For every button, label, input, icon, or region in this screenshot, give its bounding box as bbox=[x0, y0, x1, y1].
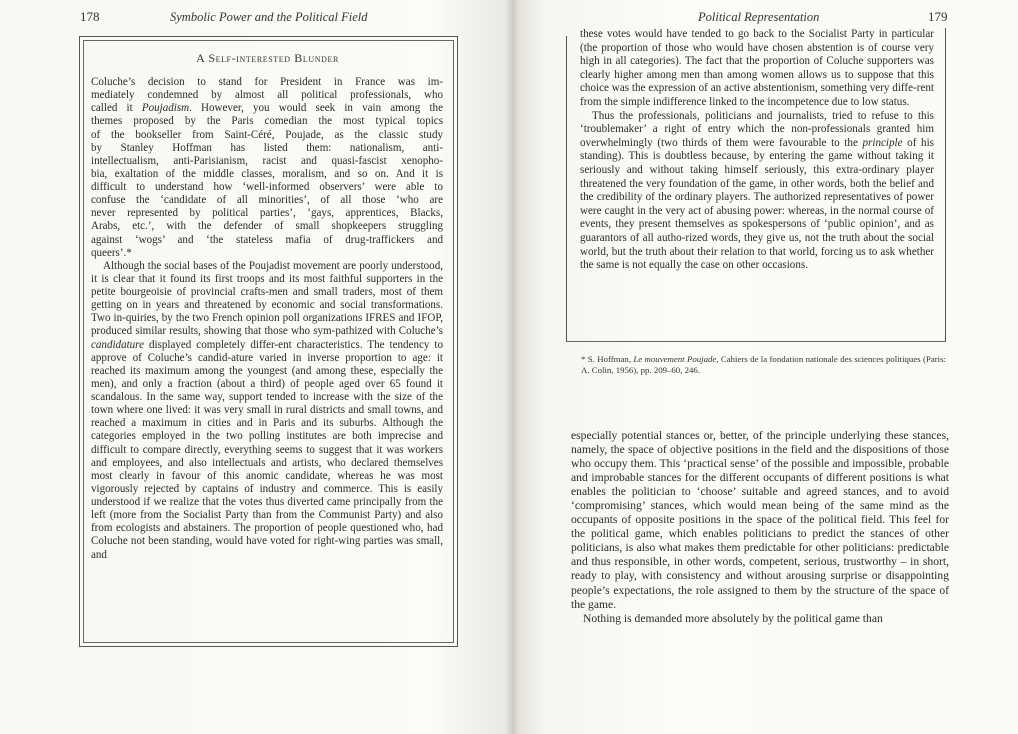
right-page-number: 179 bbox=[928, 9, 948, 24]
box-continued-right-rule bbox=[945, 28, 946, 341]
box-paragraph-1: Coluche’s decision to stand for President in France was im- mediately condemned by almost all political professionals, who called it Poujadism. However, you would seek in vain among the themes proposed by the Paris comedian the most typical topics of the bookseller from Saint-Céré, Poujade, as the classic study by Stanley Hoffman has listed them: nationalism, anti- intellectualism, anti-Parisianism, racist and quasi-fascist xenopho- bia, exaltation of the middle classes, moralism, and so on. And it is difficult to understand how ‘well-informed observers’ were able to confuse the ‘candidate of all minorities’, of all those ‘who are never represented by political parties’, ‘gays, apprentices, Blacks, Arabs, etc.’, with the defender of small shopkeepers struggling against ‘wogs’ and ‘the stateless mafia of drug-traffickers and queers’.* bbox=[91, 76, 443, 259]
left-page-number: 178 bbox=[80, 9, 100, 24]
box-column-right bbox=[580, 28, 934, 273]
body-paragraph-2: Nothing is demanded more absolutely by the political game than bbox=[583, 611, 883, 625]
body-paragraph-1: especially potential stances or, better, of the principle underlying these stances, namely, the space of objective positions in the field and the dispositions of those who occupy them. This ‘practical sense’ of the possible and impossible, probable and improbable stances for the different occupants of different positions is what enables the politician to ‘choose’ suitable and agreed stances, and to avoid ‘compromising’ stances, which would mean being of the same mind as the occupants of opposite positions in the space of the political field. This feel for the political game, which enables politicians to predict the stances of other politicians, is also what makes them predictable for other politicians: predictable and thus responsible, in other words, competent, serious, trustworthy – in short, ready to play, with consistency and without arousing surprise or disappointing people’s expectations, the role assigned to them by the structure of the space of the game. bbox=[571, 429, 949, 611]
box-paragraph-4: Thus the professionals, politicians and journalists, tried to refuse to this ‘troublemaker’ a right of entry which the non-professionals granted him overwhelmingly (two thirds of them were favourable to the principle of his standing). This is doubtless because, by entering the game without taking it seriously and without taking himself seriously, this extra-ordinary player threatened the very foundation of the game, in other words, both the belief and the credibility of the ordinary players. The authorized representatives of power were caught in the very act of abusing power: whereas, in the normal course of events, they present themselves as spokespersons of ‘public opinion’, and as guarantors of all autho-rized words, they give us, not the truth about the social world, but the truth about their relation to that world, forcing us to ask whether the same is not equally the case on other occasions. bbox=[580, 109, 934, 272]
right-running-title: Political Representation bbox=[698, 10, 820, 24]
main-body-text bbox=[571, 429, 949, 626]
box-paragraph-3: these votes would have tended to go back to the Socialist Party in particular (the proportion of those who would have chosen abstention is of course very high in all categories). The fact that the proportion of Coluche supporters was clearly higher among men than among women allows us to suppose that this choice was the expression of an active abstentionism, something very diffe-rent from the simple indifference linked to the incompetence due to low status. bbox=[580, 28, 934, 108]
left-running-title: Symbolic Power and the Political Field bbox=[170, 10, 368, 24]
book-gutter bbox=[505, 0, 519, 734]
box-column-left bbox=[91, 76, 443, 562]
box-continued-bottom-rule bbox=[566, 341, 946, 342]
box-title: A Self-interested Blunder bbox=[196, 51, 339, 65]
box-continued-left-rule bbox=[566, 36, 567, 341]
footnote: * S. Hoffman, Le mouvement Poujade, Cahiers de la fondation nationale des sciences politiques (Paris: A. Colin, 1956), pp. 209–60, 246. bbox=[581, 354, 946, 375]
box-paragraph-2: Although the social bases of the Poujadist movement are poorly understood, it is clear that it found its first troops and its most faithful supporters in the petite bourgeoisie of provincial crafts-men and small traders, most of them getting on in years and threatened by economic and social transformations. Two in-quiries, by the two French opinion poll organizations IFRES and IFOP, produced similar results, showing that those who sym-pathized with Coluche’s candidature displayed completely differ-ent characteristics. The tendency to approve of Coluche’s candid-ature varied in inverse proportion to age: it reached its maximum among the youngest (and among these, especially the men), and only a fraction (about a third) of people aged over 65 found it scandalous. In the same way, support tended to increase with the size of the town where one lived: it was very small in rural districts and small towns, and reached a maximum in cities and in Paris and its suburbs. Although the categories employed in the two polling institutes are both imprecise and difficult to compare directly, everything seems to suggest that it was workers and employees, and also intellectuals and artists, who declared themselves most clearly in favour of this anomic candidate, whereas he was most vigorously rejected by captains of industry and commerce. This is easily understood if we realize that the votes thus diverted came principally from the left (more from the Socialist Party than from the Communist Party) and also from ecologists and abstainers. The proportion of people questioned who, had Coluche not been standing, would have voted for right-wing parties was small, and bbox=[91, 259, 443, 561]
